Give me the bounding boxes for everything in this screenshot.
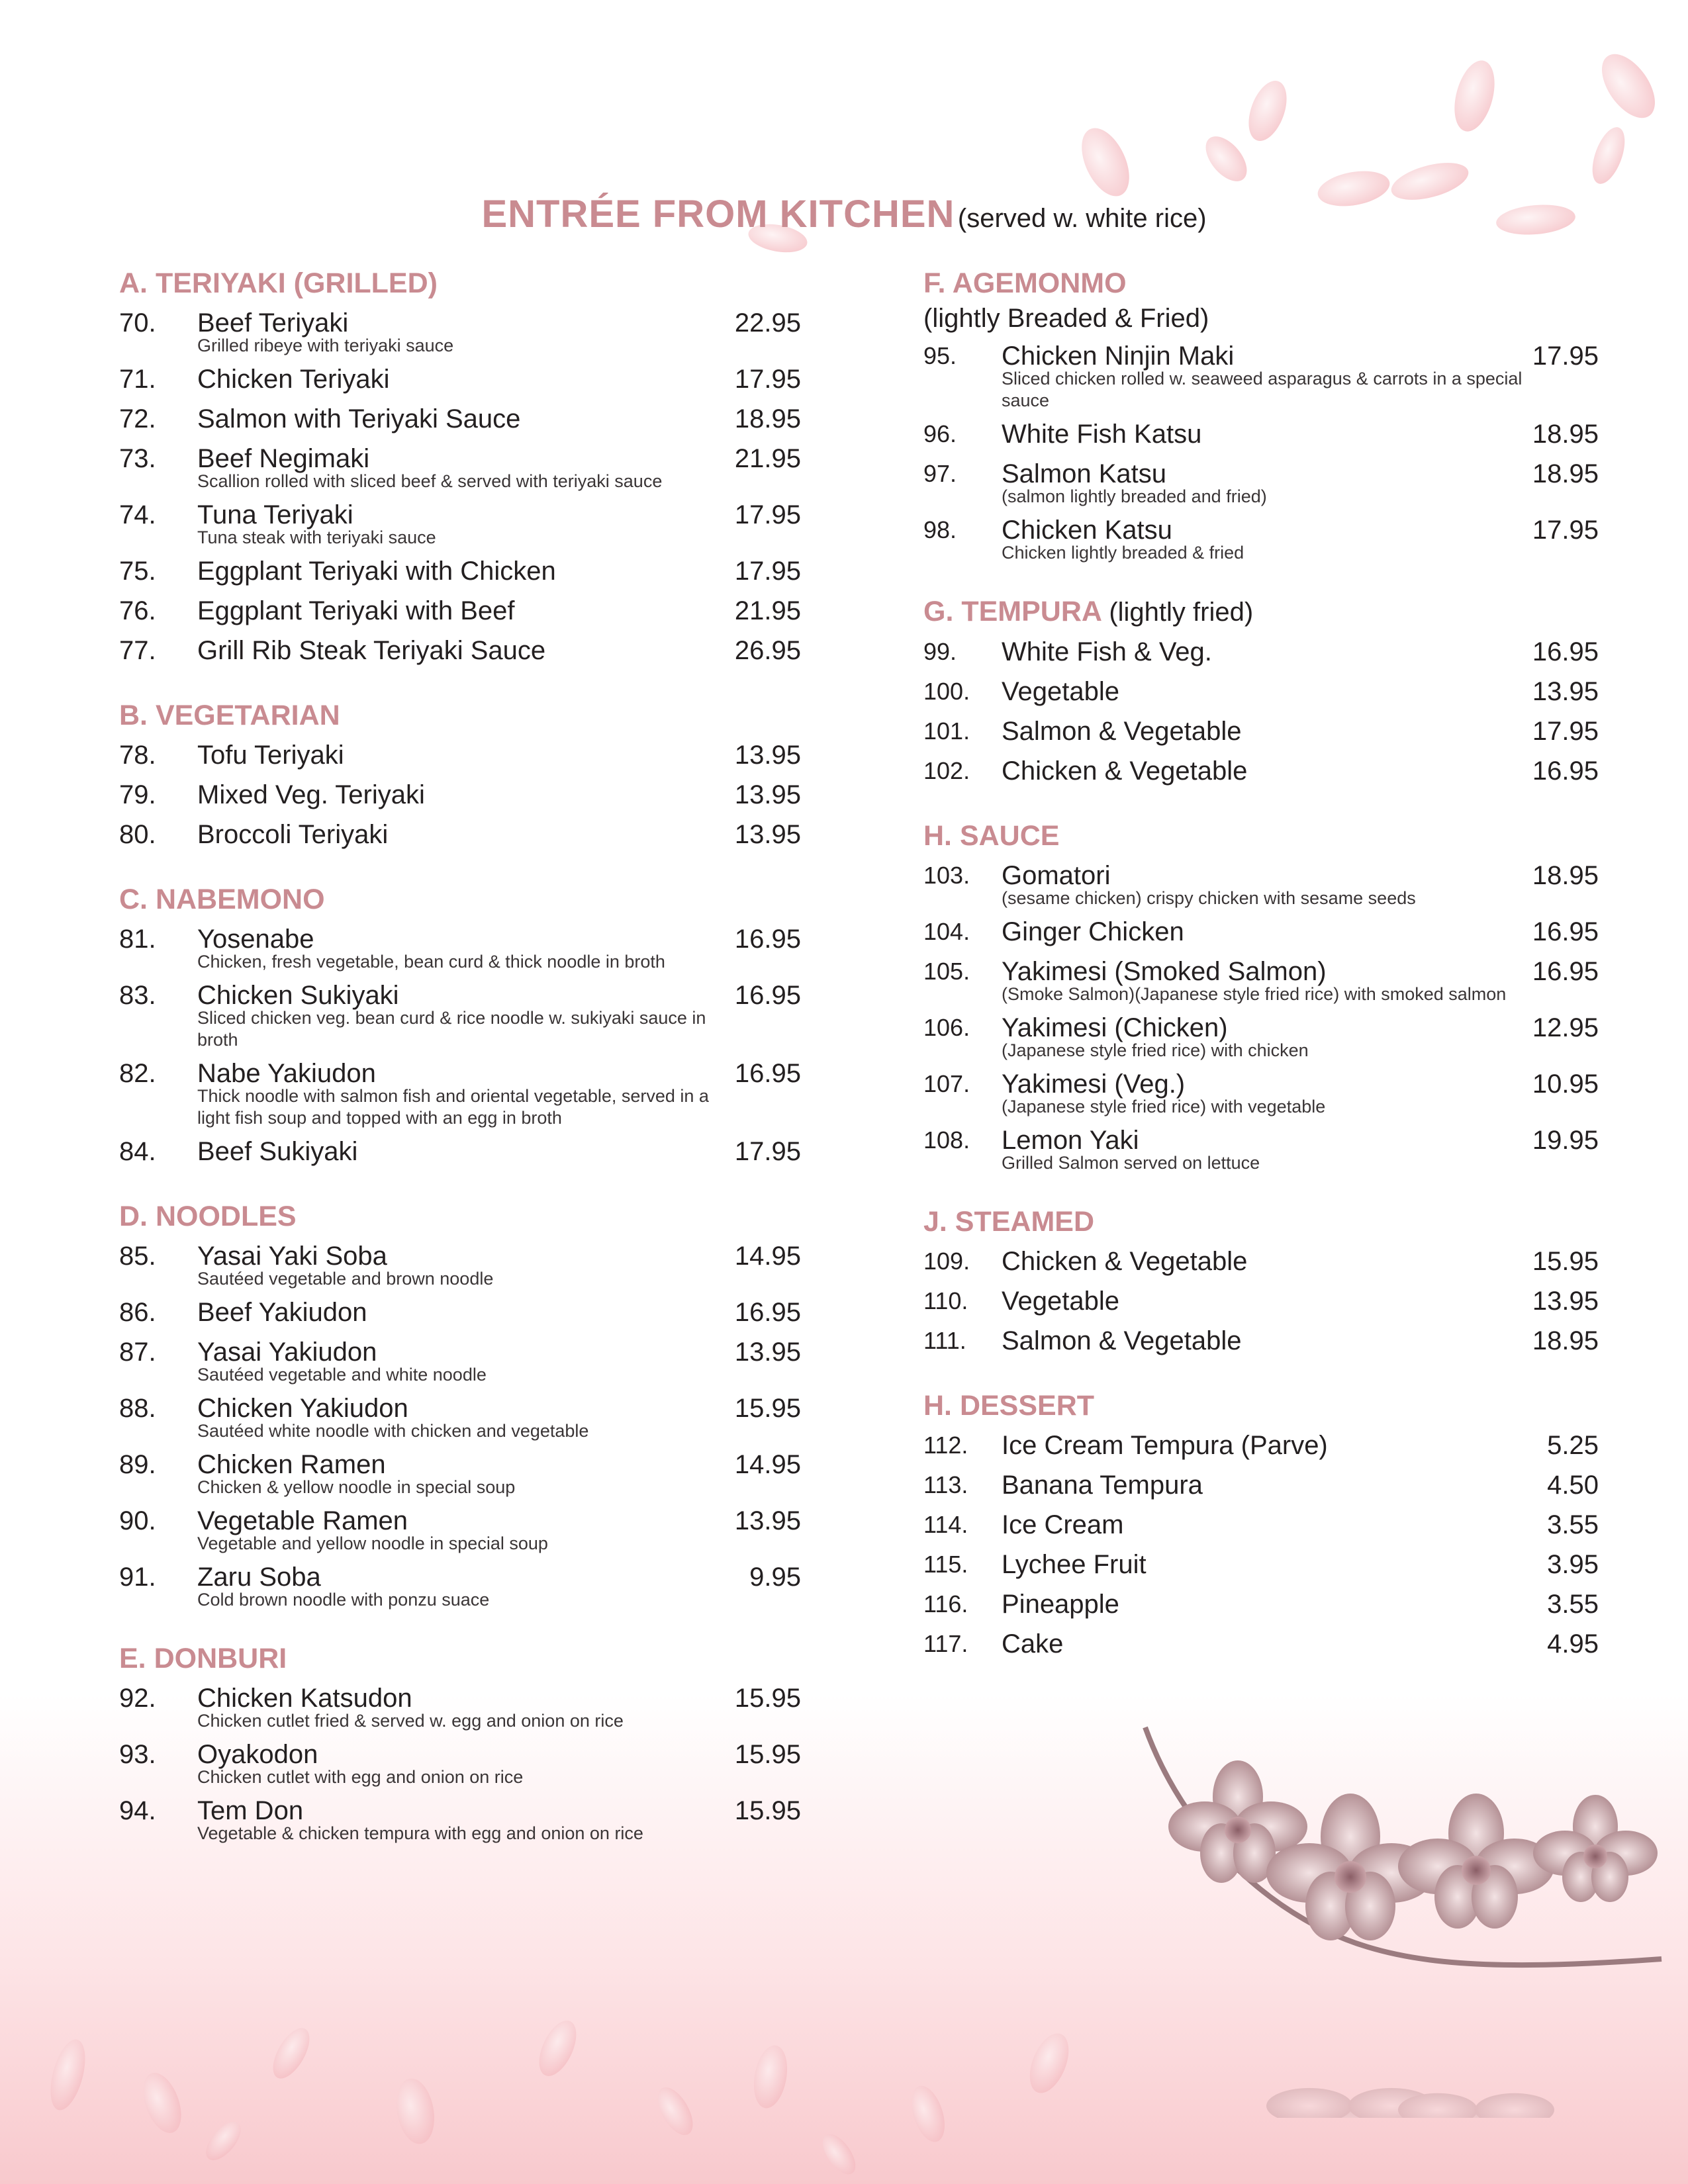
menu-item bbox=[923, 915, 1599, 949]
item-name: Chicken Katsu bbox=[1002, 516, 1172, 545]
item-number: 90. bbox=[119, 1506, 156, 1535]
section-heading bbox=[923, 265, 1599, 302]
menu-item bbox=[119, 1134, 801, 1169]
item-price: 16.95 bbox=[734, 1298, 801, 1327]
item-name: Yakimesi (Chicken) bbox=[1002, 1013, 1228, 1042]
section-title: G. TEMPURA bbox=[923, 596, 1102, 627]
item-description: Chicken lightly breaded & fried bbox=[1002, 543, 1244, 563]
item-description: Sautéed white noodle with chicken and vegetable bbox=[197, 1421, 589, 1441]
item-number: 105. bbox=[923, 958, 970, 985]
item-price: 16.95 bbox=[734, 981, 801, 1010]
item-number: 73. bbox=[119, 444, 156, 473]
menu-item bbox=[119, 1560, 801, 1611]
menu-section bbox=[923, 817, 1599, 1174]
item-number: 91. bbox=[119, 1563, 156, 1592]
item-number: 70. bbox=[119, 308, 156, 338]
item-description: Sautéed vegetable and brown noodle bbox=[197, 1269, 494, 1289]
item-number: 117. bbox=[923, 1630, 968, 1657]
section-heading bbox=[119, 265, 801, 302]
menu-item bbox=[119, 1335, 801, 1386]
item-number: 98. bbox=[923, 516, 957, 543]
menu-section bbox=[119, 1640, 801, 1844]
item-name: Chicken Ninjin Maki bbox=[1002, 341, 1235, 371]
item-name: Ice Cream bbox=[1002, 1510, 1124, 1539]
item-description: Grilled ribeye with teriyaki sauce bbox=[197, 336, 454, 355]
menu-section bbox=[923, 1387, 1599, 1661]
item-price: 10.95 bbox=[1532, 1069, 1599, 1099]
item-description: Grilled Salmon served on lettuce bbox=[1002, 1153, 1260, 1173]
item-name: Eggplant Teriyaki with Chicken bbox=[197, 557, 556, 586]
item-number: 84. bbox=[119, 1137, 156, 1166]
item-price: 5.25 bbox=[1547, 1431, 1599, 1460]
item-price: 15.95 bbox=[1532, 1247, 1599, 1276]
menu-item bbox=[923, 674, 1599, 709]
item-name: Lemon Yaki bbox=[1002, 1126, 1139, 1155]
item-name: Chicken & Vegetable bbox=[1002, 1247, 1248, 1276]
item-description: Chicken & yellow noodle in special soup bbox=[197, 1477, 516, 1497]
item-name: Chicken Katsudon bbox=[197, 1684, 412, 1713]
item-name: Cake bbox=[1002, 1629, 1064, 1659]
menu-item bbox=[923, 635, 1599, 669]
item-price: 18.95 bbox=[734, 404, 801, 433]
item-name: Tem Don bbox=[197, 1796, 304, 1825]
item-number: 81. bbox=[119, 925, 156, 954]
item-price: 17.95 bbox=[1532, 516, 1599, 545]
item-description: (sesame chicken) crispy chicken with sesame seeds bbox=[1002, 888, 1416, 908]
item-price: 13.95 bbox=[1532, 677, 1599, 706]
item-name: Chicken & Vegetable bbox=[1002, 756, 1248, 786]
item-price: 13.95 bbox=[734, 741, 801, 770]
item-name: Salmon Katsu bbox=[1002, 459, 1167, 488]
item-name: Vegetable bbox=[1002, 1287, 1119, 1316]
item-description: (salmon lightly breaded and fried) bbox=[1002, 486, 1267, 506]
menu-section bbox=[923, 1203, 1599, 1358]
menu-item bbox=[119, 594, 801, 628]
item-number: 78. bbox=[119, 741, 156, 770]
menu-column-right bbox=[923, 265, 1599, 1690]
item-description: Scallion rolled with sliced beef & served with teriyaki sauce bbox=[197, 471, 663, 491]
item-description: (Smoke Salmon)(Japanese style fried rice) with smoked salmon bbox=[1002, 984, 1507, 1004]
section-heading bbox=[923, 817, 1599, 854]
item-price: 18.95 bbox=[1532, 420, 1599, 449]
item-price: 13.95 bbox=[734, 780, 801, 809]
item-price: 22.95 bbox=[734, 308, 801, 338]
menu-item bbox=[923, 513, 1599, 564]
menu-item bbox=[923, 1428, 1599, 1463]
title-main: ENTRÉE FROM KITCHEN bbox=[481, 193, 955, 236]
menu-item bbox=[119, 306, 801, 357]
item-price: 13.95 bbox=[734, 820, 801, 849]
item-name: Tofu Teriyaki bbox=[197, 741, 344, 770]
item-number: 72. bbox=[119, 404, 156, 433]
item-name: Beef Negimaki bbox=[197, 444, 370, 473]
menu-item bbox=[923, 714, 1599, 749]
item-number: 112. bbox=[923, 1432, 968, 1459]
item-name: Beef Teriyaki bbox=[197, 308, 349, 338]
item-name: Pineapple bbox=[1002, 1590, 1119, 1619]
item-number: 116. bbox=[923, 1590, 968, 1617]
section-heading bbox=[119, 881, 801, 918]
item-number: 107. bbox=[923, 1070, 970, 1097]
menu-item bbox=[923, 417, 1599, 451]
item-price: 14.95 bbox=[734, 1450, 801, 1479]
menu-item bbox=[119, 1056, 801, 1129]
item-name: Chicken Ramen bbox=[197, 1450, 386, 1479]
item-price: 13.95 bbox=[734, 1338, 801, 1367]
menu-section bbox=[119, 265, 801, 668]
item-price: 21.95 bbox=[734, 444, 801, 473]
menu-item bbox=[923, 1627, 1599, 1661]
item-number: 87. bbox=[119, 1338, 156, 1367]
menu-item bbox=[923, 1468, 1599, 1502]
item-price: 19.95 bbox=[1532, 1126, 1599, 1155]
item-price: 16.95 bbox=[1532, 637, 1599, 666]
menu-item bbox=[119, 1504, 801, 1555]
item-price: 15.95 bbox=[734, 1796, 801, 1825]
menu-item bbox=[923, 1587, 1599, 1621]
item-price: 15.95 bbox=[734, 1684, 801, 1713]
item-description: Vegetable & chicken tempura with egg and onion on rice bbox=[197, 1823, 643, 1843]
item-number: 83. bbox=[119, 981, 156, 1010]
section-note: (lightly Breaded & Fried) bbox=[923, 304, 1209, 333]
menu-item bbox=[119, 1681, 801, 1732]
item-name: Grill Rib Steak Teriyaki Sauce bbox=[197, 636, 546, 665]
item-number: 113. bbox=[923, 1471, 968, 1498]
item-number: 104. bbox=[923, 918, 970, 945]
item-name: Salmon with Teriyaki Sauce bbox=[197, 404, 521, 433]
item-description: Thick noodle with salmon fish and oriental vegetable, served in a light fish soup and topped with an egg in broth bbox=[197, 1086, 709, 1128]
menu-item bbox=[119, 1239, 801, 1290]
item-name: Nabe Yakiudon bbox=[197, 1059, 376, 1088]
item-number: 115. bbox=[923, 1551, 968, 1578]
item-name: Broccoli Teriyaki bbox=[197, 820, 389, 849]
item-price: 3.95 bbox=[1547, 1550, 1599, 1579]
item-number: 111. bbox=[923, 1327, 966, 1354]
item-number: 88. bbox=[119, 1394, 156, 1423]
item-description: Sliced chicken veg. bean curd & rice noodle w. sukiyaki sauce in broth bbox=[197, 1008, 706, 1050]
section-note: (lightly fried) bbox=[1109, 598, 1254, 627]
item-price: 13.95 bbox=[1532, 1287, 1599, 1316]
item-description: Chicken cutlet fried & served w. egg and onion on rice bbox=[197, 1711, 624, 1731]
item-name: Yakimesi (Smoked Salmon) bbox=[1002, 957, 1327, 986]
item-name: Gomatori bbox=[1002, 861, 1111, 890]
menu-item bbox=[923, 339, 1599, 412]
item-description: Sliced chicken rolled w. seaweed asparagus & carrots in a special sauce bbox=[1002, 369, 1523, 410]
menu-item bbox=[119, 817, 801, 852]
item-name: Yasai Yaki Soba bbox=[197, 1242, 387, 1271]
section-title: J. STEAMED bbox=[923, 1206, 1095, 1238]
item-name: Yasai Yakiudon bbox=[197, 1338, 377, 1367]
item-price: 16.95 bbox=[734, 925, 801, 954]
item-name: Chicken Sukiyaki bbox=[197, 981, 399, 1010]
item-name: Chicken Teriyaki bbox=[197, 365, 390, 394]
menu-section bbox=[923, 265, 1599, 564]
menu-item bbox=[923, 1324, 1599, 1358]
item-description: Sautéed vegetable and white noodle bbox=[197, 1365, 487, 1385]
item-number: 74. bbox=[119, 500, 156, 529]
menu-item bbox=[923, 754, 1599, 788]
menu-item bbox=[923, 1011, 1599, 1062]
item-name: Zaru Soba bbox=[197, 1563, 321, 1592]
item-name: Banana Tempura bbox=[1002, 1471, 1203, 1500]
menu-section bbox=[923, 593, 1599, 788]
item-number: 103. bbox=[923, 862, 970, 889]
menu-item bbox=[119, 1737, 801, 1788]
menu-section bbox=[119, 881, 801, 1169]
item-price: 16.95 bbox=[1532, 957, 1599, 986]
item-price: 17.95 bbox=[734, 365, 801, 394]
item-number: 71. bbox=[119, 365, 156, 394]
item-number: 100. bbox=[923, 678, 970, 705]
item-price: 14.95 bbox=[734, 1242, 801, 1271]
item-name: Yosenabe bbox=[197, 925, 314, 954]
item-price: 3.55 bbox=[1547, 1510, 1599, 1539]
item-number: 82. bbox=[119, 1059, 156, 1088]
item-number: 106. bbox=[923, 1014, 970, 1041]
item-price: 26.95 bbox=[734, 636, 801, 665]
item-number: 94. bbox=[119, 1796, 156, 1825]
item-name: Vegetable Ramen bbox=[197, 1506, 408, 1535]
menu-item bbox=[119, 362, 801, 396]
item-number: 89. bbox=[119, 1450, 156, 1479]
menu-item bbox=[119, 778, 801, 812]
menu-section bbox=[119, 697, 801, 852]
item-description: Cold brown noodle with ponzu suace bbox=[197, 1590, 490, 1610]
item-price: 16.95 bbox=[1532, 756, 1599, 786]
item-price: 18.95 bbox=[1532, 861, 1599, 890]
item-price: 13.95 bbox=[734, 1506, 801, 1535]
item-price: 21.95 bbox=[734, 596, 801, 625]
item-number: 86. bbox=[119, 1298, 156, 1327]
menu-item bbox=[119, 1794, 801, 1844]
section-heading bbox=[923, 1203, 1599, 1240]
section-heading bbox=[119, 1640, 801, 1677]
menu-item bbox=[923, 1123, 1599, 1174]
section-heading bbox=[119, 697, 801, 734]
item-name: Beef Sukiyaki bbox=[197, 1137, 358, 1166]
item-name: Beef Yakiudon bbox=[197, 1298, 367, 1327]
item-number: 76. bbox=[119, 596, 156, 625]
menu-item bbox=[119, 1295, 801, 1330]
item-price: 9.95 bbox=[749, 1563, 801, 1592]
section-title: H. SAUCE bbox=[923, 820, 1060, 852]
section-title: F. AGEMONMO bbox=[923, 267, 1127, 299]
section-title: E. DONBURI bbox=[119, 1643, 287, 1674]
menu-section bbox=[119, 1198, 801, 1611]
item-name: White Fish & Veg. bbox=[1002, 637, 1212, 666]
item-name: Lychee Fruit bbox=[1002, 1550, 1147, 1579]
item-price: 17.95 bbox=[734, 500, 801, 529]
item-description: Tuna steak with teriyaki sauce bbox=[197, 527, 436, 547]
section-title: H. DESSERT bbox=[923, 1390, 1095, 1422]
menu-item bbox=[119, 498, 801, 549]
menu-item bbox=[923, 858, 1599, 909]
menu-column-left bbox=[119, 265, 801, 1874]
title-subtitle: (served w. white rice) bbox=[957, 204, 1207, 233]
item-number: 75. bbox=[119, 557, 156, 586]
menu-item bbox=[923, 1547, 1599, 1582]
item-number: 96. bbox=[923, 420, 957, 447]
section-title: D. NOODLES bbox=[119, 1201, 297, 1232]
menu-item bbox=[119, 1447, 801, 1498]
item-number: 108. bbox=[923, 1126, 970, 1154]
item-number: 110. bbox=[923, 1287, 968, 1314]
item-name: Salmon & Vegetable bbox=[1002, 1326, 1242, 1355]
item-number: 93. bbox=[119, 1740, 156, 1769]
item-description: (Japanese style fried rice) with vegetable bbox=[1002, 1097, 1326, 1116]
item-description: Chicken, fresh vegetable, bean curd & thick noodle in broth bbox=[197, 952, 665, 972]
section-title: C. NABEMONO bbox=[119, 884, 325, 915]
item-price: 16.95 bbox=[1532, 917, 1599, 946]
item-number: 80. bbox=[119, 820, 156, 849]
section-heading bbox=[119, 1198, 801, 1235]
item-number: 97. bbox=[923, 460, 957, 487]
item-number: 77. bbox=[119, 636, 156, 665]
section-title: A. TERIYAKI (GRILLED) bbox=[119, 267, 438, 299]
item-price: 3.55 bbox=[1547, 1590, 1599, 1619]
menu-item bbox=[119, 554, 801, 588]
item-number: 114. bbox=[923, 1511, 968, 1538]
item-price: 12.95 bbox=[1532, 1013, 1599, 1042]
item-name: Ice Cream Tempura (Parve) bbox=[1002, 1431, 1328, 1460]
item-price: 4.50 bbox=[1547, 1471, 1599, 1500]
item-number: 79. bbox=[119, 780, 156, 809]
menu-item bbox=[923, 954, 1599, 1005]
menu-item bbox=[923, 1508, 1599, 1542]
menu-item bbox=[923, 1067, 1599, 1118]
item-price: 16.95 bbox=[734, 1059, 801, 1088]
menu-item bbox=[923, 457, 1599, 508]
item-number: 102. bbox=[923, 757, 970, 784]
menu-item bbox=[923, 1284, 1599, 1318]
item-price: 17.95 bbox=[734, 557, 801, 586]
menu-item bbox=[923, 1244, 1599, 1279]
item-name: Eggplant Teriyaki with Beef bbox=[197, 596, 515, 625]
item-price: 17.95 bbox=[734, 1137, 801, 1166]
item-price: 15.95 bbox=[734, 1394, 801, 1423]
page-title bbox=[0, 192, 1688, 236]
item-name: Salmon & Vegetable bbox=[1002, 717, 1242, 746]
item-name: Ginger Chicken bbox=[1002, 917, 1184, 946]
menu-item bbox=[119, 978, 801, 1051]
item-number: 95. bbox=[923, 342, 957, 369]
item-price: 4.95 bbox=[1547, 1629, 1599, 1659]
section-title: B. VEGETARIAN bbox=[119, 700, 340, 731]
menu-item bbox=[119, 1391, 801, 1442]
menu-item bbox=[119, 633, 801, 668]
item-price: 15.95 bbox=[734, 1740, 801, 1769]
item-price: 17.95 bbox=[1532, 341, 1599, 371]
item-description: Chicken cutlet with egg and onion on rice bbox=[197, 1767, 524, 1787]
item-number: 99. bbox=[923, 638, 957, 665]
item-name: Tuna Teriyaki bbox=[197, 500, 353, 529]
item-number: 92. bbox=[119, 1684, 156, 1713]
menu-item bbox=[119, 402, 801, 436]
item-name: Vegetable bbox=[1002, 677, 1119, 706]
menu-item bbox=[119, 441, 801, 492]
menu-item bbox=[119, 738, 801, 772]
item-name: Mixed Veg. Teriyaki bbox=[197, 780, 425, 809]
item-price: 18.95 bbox=[1532, 459, 1599, 488]
item-number: 109. bbox=[923, 1248, 970, 1275]
menu-item bbox=[119, 922, 801, 973]
item-price: 18.95 bbox=[1532, 1326, 1599, 1355]
item-name: Chicken Yakiudon bbox=[197, 1394, 408, 1423]
item-name: Yakimesi (Veg.) bbox=[1002, 1069, 1186, 1099]
item-price: 17.95 bbox=[1532, 717, 1599, 746]
orchid-illustration bbox=[1132, 1721, 1675, 2118]
item-name: White Fish Katsu bbox=[1002, 420, 1202, 449]
item-description: (Japanese style fried rice) with chicken bbox=[1002, 1040, 1309, 1060]
item-number: 101. bbox=[923, 717, 970, 745]
item-name: Oyakodon bbox=[197, 1740, 318, 1769]
item-description: Vegetable and yellow noodle in special soup bbox=[197, 1533, 548, 1553]
section-heading bbox=[923, 593, 1599, 631]
section-heading bbox=[923, 1387, 1599, 1424]
item-number: 85. bbox=[119, 1242, 156, 1271]
